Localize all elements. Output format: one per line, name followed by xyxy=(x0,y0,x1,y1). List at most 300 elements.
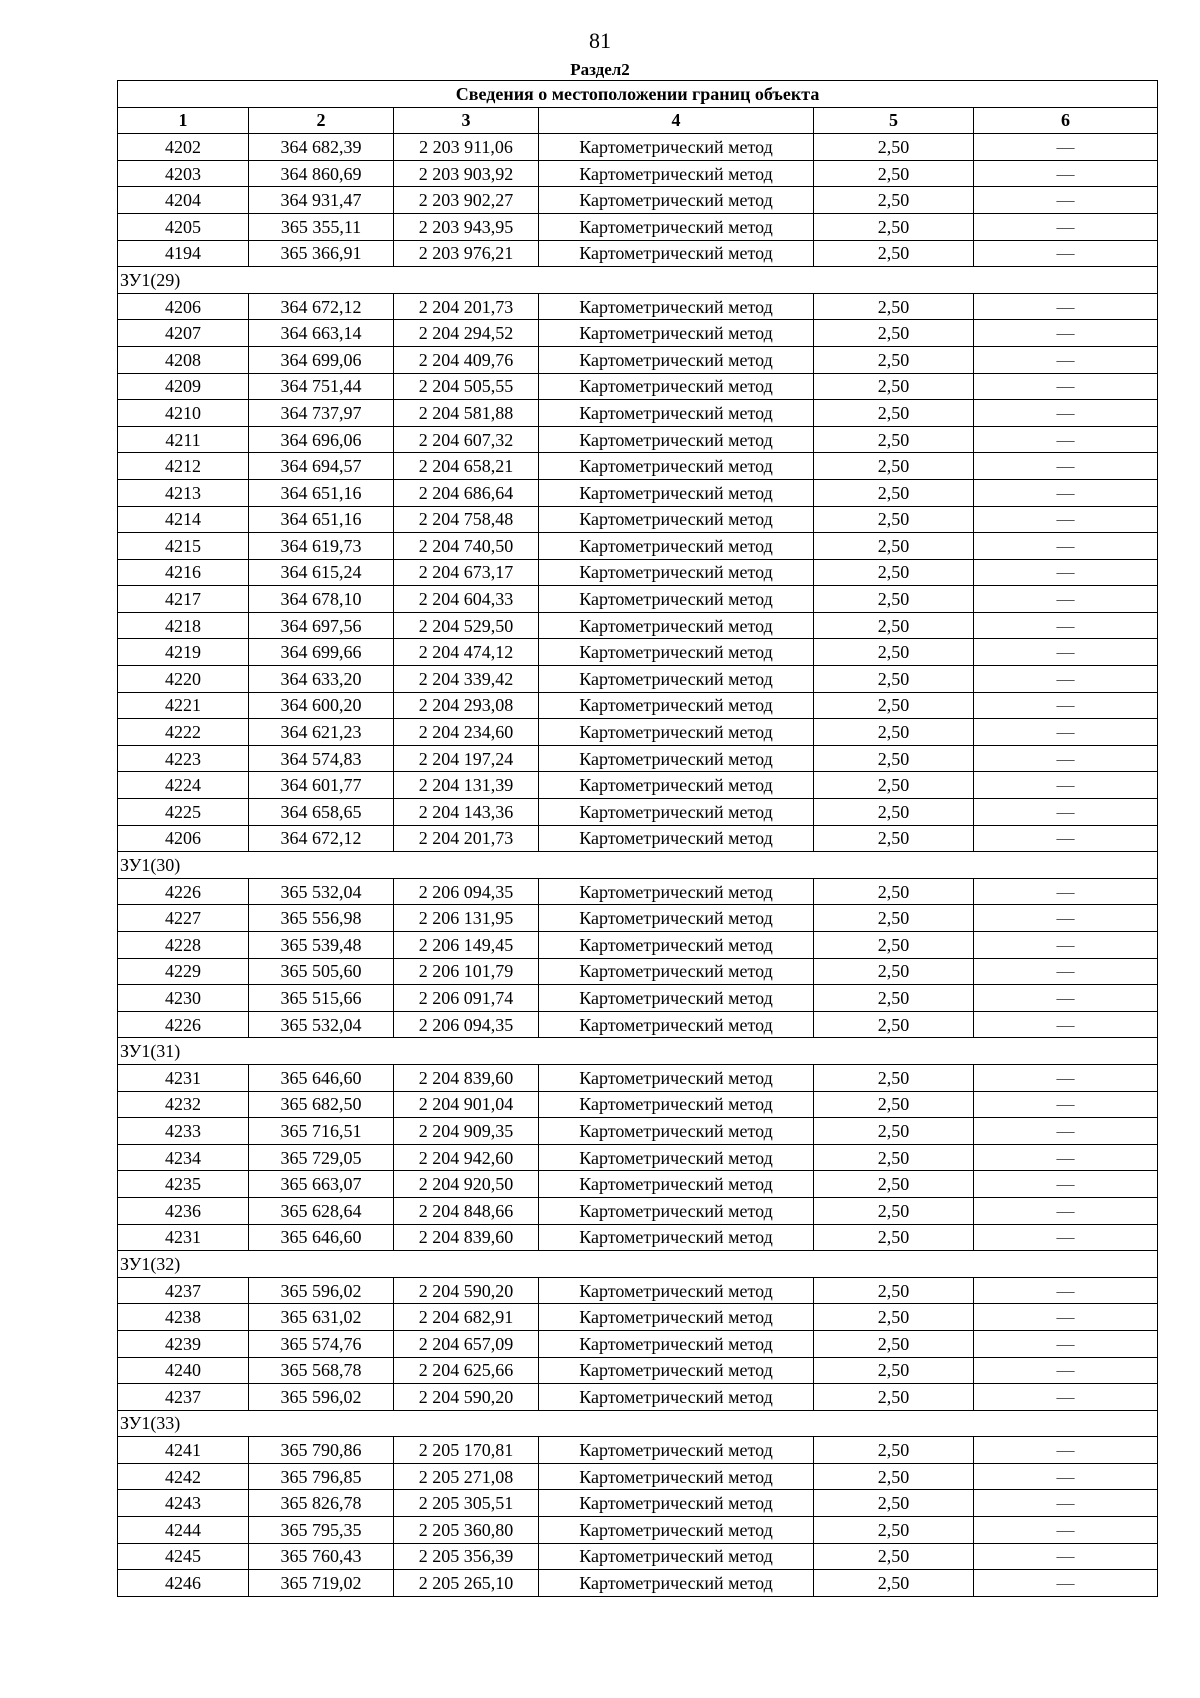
method-cell: Картометрический метод xyxy=(539,1144,814,1171)
point-number-cell: 4229 xyxy=(118,958,249,985)
y-coordinate-cell: 2 203 943,95 xyxy=(394,213,539,240)
accuracy-cell: 2,50 xyxy=(814,1091,974,1118)
group-row xyxy=(118,1410,1158,1437)
page-number: 81 xyxy=(589,28,611,53)
method-cell: Картометрический метод xyxy=(539,559,814,586)
accuracy-cell: 2,50 xyxy=(814,453,974,480)
group-row xyxy=(118,852,1158,879)
accuracy-cell: 2,50 xyxy=(814,160,974,187)
x-coordinate-cell: 365 682,50 xyxy=(249,1091,394,1118)
method-cell: Картометрический метод xyxy=(539,533,814,560)
table-row xyxy=(118,1437,1158,1464)
method-cell: Картометрический метод xyxy=(539,1197,814,1224)
method-cell: Картометрический метод xyxy=(539,1118,814,1145)
column-header: 5 xyxy=(814,107,974,134)
description-cell: — xyxy=(974,426,1158,453)
table-row xyxy=(118,1011,1158,1038)
point-number-cell: 4204 xyxy=(118,187,249,214)
description-cell: — xyxy=(974,213,1158,240)
description-cell: — xyxy=(974,240,1158,267)
y-coordinate-cell: 2 204 848,66 xyxy=(394,1197,539,1224)
point-number-cell: 4224 xyxy=(118,772,249,799)
accuracy-cell: 2,50 xyxy=(814,1064,974,1091)
point-number-cell: 4236 xyxy=(118,1197,249,1224)
method-cell: Картометрический метод xyxy=(539,506,814,533)
method-cell: Картометрический метод xyxy=(539,719,814,746)
description-cell: — xyxy=(974,666,1158,693)
accuracy-cell: 2,50 xyxy=(814,187,974,214)
accuracy-cell: 2,50 xyxy=(814,772,974,799)
description-cell: — xyxy=(974,453,1158,480)
description-cell: — xyxy=(974,320,1158,347)
table-row xyxy=(118,1490,1158,1517)
group-label: ЗУ1(32) xyxy=(118,1251,1158,1278)
accuracy-cell: 2,50 xyxy=(814,666,974,693)
y-coordinate-cell: 2 204 201,73 xyxy=(394,825,539,852)
point-number-cell: 4234 xyxy=(118,1144,249,1171)
column-header: 6 xyxy=(974,107,1158,134)
accuracy-cell: 2,50 xyxy=(814,426,974,453)
point-number-cell: 4226 xyxy=(118,1011,249,1038)
y-coordinate-cell: 2 204 197,24 xyxy=(394,745,539,772)
y-coordinate-cell: 2 204 740,50 xyxy=(394,533,539,560)
accuracy-cell: 2,50 xyxy=(814,373,974,400)
table-row xyxy=(118,1384,1158,1411)
group-label: ЗУ1(31) xyxy=(118,1038,1158,1065)
description-cell: — xyxy=(974,1384,1158,1411)
description-cell: — xyxy=(974,905,1158,932)
table-row xyxy=(118,373,1158,400)
column-header: 2 xyxy=(249,107,394,134)
boundary-coordinates-table xyxy=(117,80,1158,1597)
table-row xyxy=(118,1118,1158,1145)
y-coordinate-cell: 2 204 758,48 xyxy=(394,506,539,533)
method-cell: Картометрический метод xyxy=(539,905,814,932)
method-cell: Картометрический метод xyxy=(539,1517,814,1544)
table-row xyxy=(118,692,1158,719)
method-cell: Картометрический метод xyxy=(539,160,814,187)
table-row xyxy=(118,1277,1158,1304)
method-cell: Картометрический метод xyxy=(539,134,814,161)
x-coordinate-cell: 365 574,76 xyxy=(249,1330,394,1357)
description-cell: — xyxy=(974,985,1158,1012)
method-cell: Картометрический метод xyxy=(539,799,814,826)
x-coordinate-cell: 365 355,11 xyxy=(249,213,394,240)
point-number-cell: 4238 xyxy=(118,1304,249,1331)
point-number-cell: 4227 xyxy=(118,905,249,932)
y-coordinate-cell: 2 205 170,81 xyxy=(394,1437,539,1464)
x-coordinate-cell: 365 663,07 xyxy=(249,1171,394,1198)
point-number-cell: 4203 xyxy=(118,160,249,187)
x-coordinate-cell: 365 556,98 xyxy=(249,905,394,932)
x-coordinate-cell: 365 515,66 xyxy=(249,985,394,1012)
table-row xyxy=(118,772,1158,799)
x-coordinate-cell: 364 619,73 xyxy=(249,533,394,560)
accuracy-cell: 2,50 xyxy=(814,1011,974,1038)
y-coordinate-cell: 2 204 339,42 xyxy=(394,666,539,693)
table-caption: Сведения о местоположении границ объекта xyxy=(118,81,1158,108)
method-cell: Картометрический метод xyxy=(539,1463,814,1490)
x-coordinate-cell: 365 596,02 xyxy=(249,1277,394,1304)
y-coordinate-cell: 2 204 942,60 xyxy=(394,1144,539,1171)
table-row xyxy=(118,1570,1158,1597)
point-number-cell: 4206 xyxy=(118,293,249,320)
point-number-cell: 4230 xyxy=(118,985,249,1012)
accuracy-cell: 2,50 xyxy=(814,1517,974,1544)
accuracy-cell: 2,50 xyxy=(814,1570,974,1597)
x-coordinate-cell: 364 615,24 xyxy=(249,559,394,586)
x-coordinate-cell: 365 646,60 xyxy=(249,1064,394,1091)
description-cell: — xyxy=(974,1277,1158,1304)
table-row xyxy=(118,1171,1158,1198)
accuracy-cell: 2,50 xyxy=(814,799,974,826)
method-cell: Картометрический метод xyxy=(539,1064,814,1091)
point-number-cell: 4223 xyxy=(118,745,249,772)
table-row xyxy=(118,1463,1158,1490)
description-cell: — xyxy=(974,639,1158,666)
description-cell: — xyxy=(974,1517,1158,1544)
method-cell: Картометрический метод xyxy=(539,878,814,905)
table-row xyxy=(118,453,1158,480)
description-cell: — xyxy=(974,293,1158,320)
accuracy-cell: 2,50 xyxy=(814,586,974,613)
y-coordinate-cell: 2 204 409,76 xyxy=(394,346,539,373)
accuracy-cell: 2,50 xyxy=(814,1118,974,1145)
accuracy-cell: 2,50 xyxy=(814,479,974,506)
x-coordinate-cell: 364 601,77 xyxy=(249,772,394,799)
method-cell: Картометрический метод xyxy=(539,1304,814,1331)
x-coordinate-cell: 365 719,02 xyxy=(249,1570,394,1597)
point-number-cell: 4231 xyxy=(118,1224,249,1251)
table-header-row xyxy=(118,107,1158,134)
method-cell: Картометрический метод xyxy=(539,1277,814,1304)
point-number-cell: 4237 xyxy=(118,1277,249,1304)
table-row xyxy=(118,1517,1158,1544)
y-coordinate-cell: 2 204 294,52 xyxy=(394,320,539,347)
method-cell: Картометрический метод xyxy=(539,240,814,267)
y-coordinate-cell: 2 204 474,12 xyxy=(394,639,539,666)
y-coordinate-cell: 2 206 149,45 xyxy=(394,932,539,959)
x-coordinate-cell: 364 651,16 xyxy=(249,506,394,533)
point-number-cell: 4239 xyxy=(118,1330,249,1357)
accuracy-cell: 2,50 xyxy=(814,1304,974,1331)
table-row xyxy=(118,586,1158,613)
table-row xyxy=(118,1197,1158,1224)
y-coordinate-cell: 2 204 505,55 xyxy=(394,373,539,400)
description-cell: — xyxy=(974,1304,1158,1331)
accuracy-cell: 2,50 xyxy=(814,533,974,560)
point-number-cell: 4194 xyxy=(118,240,249,267)
x-coordinate-cell: 364 672,12 xyxy=(249,825,394,852)
table-row xyxy=(118,320,1158,347)
description-cell: — xyxy=(974,825,1158,852)
point-number-cell: 4222 xyxy=(118,719,249,746)
method-cell: Картометрический метод xyxy=(539,932,814,959)
point-number-cell: 4210 xyxy=(118,400,249,427)
y-coordinate-cell: 2 204 604,33 xyxy=(394,586,539,613)
method-cell: Картометрический метод xyxy=(539,612,814,639)
table-row xyxy=(118,506,1158,533)
description-cell: — xyxy=(974,1171,1158,1198)
x-coordinate-cell: 364 574,83 xyxy=(249,745,394,772)
x-coordinate-cell: 364 678,10 xyxy=(249,586,394,613)
description-cell: — xyxy=(974,1463,1158,1490)
description-cell: — xyxy=(974,878,1158,905)
x-coordinate-cell: 364 696,06 xyxy=(249,426,394,453)
point-number-cell: 4246 xyxy=(118,1570,249,1597)
method-cell: Картометрический метод xyxy=(539,187,814,214)
point-number-cell: 4214 xyxy=(118,506,249,533)
accuracy-cell: 2,50 xyxy=(814,293,974,320)
accuracy-cell: 2,50 xyxy=(814,346,974,373)
accuracy-cell: 2,50 xyxy=(814,1437,974,1464)
method-cell: Картометрический метод xyxy=(539,1437,814,1464)
table-row xyxy=(118,559,1158,586)
description-cell: — xyxy=(974,799,1158,826)
method-cell: Картометрический метод xyxy=(539,1384,814,1411)
accuracy-cell: 2,50 xyxy=(814,1330,974,1357)
y-coordinate-cell: 2 204 131,39 xyxy=(394,772,539,799)
y-coordinate-cell: 2 205 305,51 xyxy=(394,1490,539,1517)
accuracy-cell: 2,50 xyxy=(814,958,974,985)
description-cell: — xyxy=(974,1118,1158,1145)
table-row xyxy=(118,160,1158,187)
accuracy-cell: 2,50 xyxy=(814,905,974,932)
accuracy-cell: 2,50 xyxy=(814,825,974,852)
table-row xyxy=(118,293,1158,320)
accuracy-cell: 2,50 xyxy=(814,719,974,746)
x-coordinate-cell: 365 505,60 xyxy=(249,958,394,985)
point-number-cell: 4226 xyxy=(118,878,249,905)
table-row xyxy=(118,1064,1158,1091)
point-number-cell: 4207 xyxy=(118,320,249,347)
method-cell: Картометрический метод xyxy=(539,1171,814,1198)
x-coordinate-cell: 365 366,91 xyxy=(249,240,394,267)
group-row xyxy=(118,1038,1158,1065)
group-row xyxy=(118,1251,1158,1278)
description-cell: — xyxy=(974,479,1158,506)
x-coordinate-cell: 365 826,78 xyxy=(249,1490,394,1517)
table-row xyxy=(118,187,1158,214)
point-number-cell: 4240 xyxy=(118,1357,249,1384)
method-cell: Картометрический метод xyxy=(539,293,814,320)
table-row xyxy=(118,612,1158,639)
description-cell: — xyxy=(974,932,1158,959)
y-coordinate-cell: 2 204 607,32 xyxy=(394,426,539,453)
accuracy-cell: 2,50 xyxy=(814,1490,974,1517)
accuracy-cell: 2,50 xyxy=(814,612,974,639)
table-row xyxy=(118,1330,1158,1357)
description-cell: — xyxy=(974,160,1158,187)
table-row xyxy=(118,1224,1158,1251)
accuracy-cell: 2,50 xyxy=(814,400,974,427)
x-coordinate-cell: 364 600,20 xyxy=(249,692,394,719)
description-cell: — xyxy=(974,1011,1158,1038)
description-cell: — xyxy=(974,586,1158,613)
accuracy-cell: 2,50 xyxy=(814,240,974,267)
table-row xyxy=(118,134,1158,161)
y-coordinate-cell: 2 206 094,35 xyxy=(394,878,539,905)
method-cell: Картометрический метод xyxy=(539,400,814,427)
x-coordinate-cell: 364 737,97 xyxy=(249,400,394,427)
table-row xyxy=(118,878,1158,905)
y-coordinate-cell: 2 206 131,95 xyxy=(394,905,539,932)
description-cell: — xyxy=(974,772,1158,799)
table-caption-row xyxy=(118,81,1158,108)
point-number-cell: 4212 xyxy=(118,453,249,480)
table-row xyxy=(118,1091,1158,1118)
method-cell: Картометрический метод xyxy=(539,320,814,347)
point-number-cell: 4243 xyxy=(118,1490,249,1517)
y-coordinate-cell: 2 204 201,73 xyxy=(394,293,539,320)
table-row xyxy=(118,639,1158,666)
point-number-cell: 4231 xyxy=(118,1064,249,1091)
method-cell: Картометрический метод xyxy=(539,1543,814,1570)
point-number-cell: 4235 xyxy=(118,1171,249,1198)
description-cell: — xyxy=(974,958,1158,985)
method-cell: Картометрический метод xyxy=(539,1570,814,1597)
description-cell: — xyxy=(974,1197,1158,1224)
description-cell: — xyxy=(974,719,1158,746)
x-coordinate-cell: 364 697,56 xyxy=(249,612,394,639)
table-row xyxy=(118,719,1158,746)
point-number-cell: 4220 xyxy=(118,666,249,693)
method-cell: Картометрический метод xyxy=(539,479,814,506)
description-cell: — xyxy=(974,1064,1158,1091)
x-coordinate-cell: 365 646,60 xyxy=(249,1224,394,1251)
y-coordinate-cell: 2 204 529,50 xyxy=(394,612,539,639)
y-coordinate-cell: 2 205 356,39 xyxy=(394,1543,539,1570)
table-row xyxy=(118,240,1158,267)
table-row xyxy=(118,1304,1158,1331)
method-cell: Картометрический метод xyxy=(539,453,814,480)
point-number-cell: 4215 xyxy=(118,533,249,560)
point-number-cell: 4206 xyxy=(118,825,249,852)
table-body xyxy=(118,134,1158,1597)
description-cell: — xyxy=(974,187,1158,214)
x-coordinate-cell: 365 596,02 xyxy=(249,1384,394,1411)
description-cell: — xyxy=(974,346,1158,373)
x-coordinate-cell: 364 751,44 xyxy=(249,373,394,400)
x-coordinate-cell: 365 628,64 xyxy=(249,1197,394,1224)
method-cell: Картометрический метод xyxy=(539,586,814,613)
column-header: 1 xyxy=(118,107,249,134)
y-coordinate-cell: 2 204 839,60 xyxy=(394,1064,539,1091)
x-coordinate-cell: 365 795,35 xyxy=(249,1517,394,1544)
accuracy-cell: 2,50 xyxy=(814,1463,974,1490)
table-row xyxy=(118,745,1158,772)
accuracy-cell: 2,50 xyxy=(814,134,974,161)
y-coordinate-cell: 2 204 901,04 xyxy=(394,1091,539,1118)
table-row xyxy=(118,932,1158,959)
point-number-cell: 4228 xyxy=(118,932,249,959)
method-cell: Картометрический метод xyxy=(539,1490,814,1517)
description-cell: — xyxy=(974,1224,1158,1251)
x-coordinate-cell: 364 663,14 xyxy=(249,320,394,347)
point-number-cell: 4233 xyxy=(118,1118,249,1145)
table-row xyxy=(118,666,1158,693)
y-coordinate-cell: 2 206 094,35 xyxy=(394,1011,539,1038)
point-number-cell: 4211 xyxy=(118,426,249,453)
x-coordinate-cell: 365 532,04 xyxy=(249,1011,394,1038)
x-coordinate-cell: 364 651,16 xyxy=(249,479,394,506)
group-label: ЗУ1(33) xyxy=(118,1410,1158,1437)
table-row xyxy=(118,985,1158,1012)
x-coordinate-cell: 364 682,39 xyxy=(249,134,394,161)
accuracy-cell: 2,50 xyxy=(814,1197,974,1224)
description-cell: — xyxy=(974,506,1158,533)
point-number-cell: 4202 xyxy=(118,134,249,161)
x-coordinate-cell: 364 699,06 xyxy=(249,346,394,373)
x-coordinate-cell: 364 699,66 xyxy=(249,639,394,666)
column-header: 4 xyxy=(539,107,814,134)
y-coordinate-cell: 2 204 590,20 xyxy=(394,1384,539,1411)
table-row xyxy=(118,1144,1158,1171)
y-coordinate-cell: 2 206 101,79 xyxy=(394,958,539,985)
y-coordinate-cell: 2 206 091,74 xyxy=(394,985,539,1012)
y-coordinate-cell: 2 203 903,92 xyxy=(394,160,539,187)
table-row xyxy=(118,213,1158,240)
y-coordinate-cell: 2 205 271,08 xyxy=(394,1463,539,1490)
accuracy-cell: 2,50 xyxy=(814,506,974,533)
description-cell: — xyxy=(974,745,1158,772)
table-row xyxy=(118,958,1158,985)
x-coordinate-cell: 364 658,65 xyxy=(249,799,394,826)
point-number-cell: 4242 xyxy=(118,1463,249,1490)
method-cell: Картометрический метод xyxy=(539,639,814,666)
y-coordinate-cell: 2 203 911,06 xyxy=(394,134,539,161)
x-coordinate-cell: 365 532,04 xyxy=(249,878,394,905)
accuracy-cell: 2,50 xyxy=(814,320,974,347)
description-cell: — xyxy=(974,533,1158,560)
x-coordinate-cell: 364 931,47 xyxy=(249,187,394,214)
x-coordinate-cell: 365 716,51 xyxy=(249,1118,394,1145)
group-label: ЗУ1(29) xyxy=(118,267,1158,294)
point-number-cell: 4245 xyxy=(118,1543,249,1570)
x-coordinate-cell: 364 672,12 xyxy=(249,293,394,320)
point-number-cell: 4208 xyxy=(118,346,249,373)
accuracy-cell: 2,50 xyxy=(814,639,974,666)
y-coordinate-cell: 2 204 658,21 xyxy=(394,453,539,480)
description-cell: — xyxy=(974,1357,1158,1384)
y-coordinate-cell: 2 204 293,08 xyxy=(394,692,539,719)
accuracy-cell: 2,50 xyxy=(814,878,974,905)
method-cell: Картометрический метод xyxy=(539,1011,814,1038)
accuracy-cell: 2,50 xyxy=(814,1144,974,1171)
point-number-cell: 4213 xyxy=(118,479,249,506)
description-cell: — xyxy=(974,373,1158,400)
x-coordinate-cell: 365 539,48 xyxy=(249,932,394,959)
y-coordinate-cell: 2 204 682,91 xyxy=(394,1304,539,1331)
table-row xyxy=(118,799,1158,826)
x-coordinate-cell: 365 790,86 xyxy=(249,1437,394,1464)
y-coordinate-cell: 2 204 686,64 xyxy=(394,479,539,506)
description-cell: — xyxy=(974,1543,1158,1570)
description-cell: — xyxy=(974,1437,1158,1464)
point-number-cell: 4221 xyxy=(118,692,249,719)
accuracy-cell: 2,50 xyxy=(814,1543,974,1570)
method-cell: Картометрический метод xyxy=(539,666,814,693)
description-cell: — xyxy=(974,612,1158,639)
method-cell: Картометрический метод xyxy=(539,373,814,400)
description-cell: — xyxy=(974,1490,1158,1517)
accuracy-cell: 2,50 xyxy=(814,932,974,959)
y-coordinate-cell: 2 205 265,10 xyxy=(394,1570,539,1597)
description-cell: — xyxy=(974,400,1158,427)
point-number-cell: 4217 xyxy=(118,586,249,613)
method-cell: Картометрический метод xyxy=(539,213,814,240)
table-row xyxy=(118,1357,1158,1384)
